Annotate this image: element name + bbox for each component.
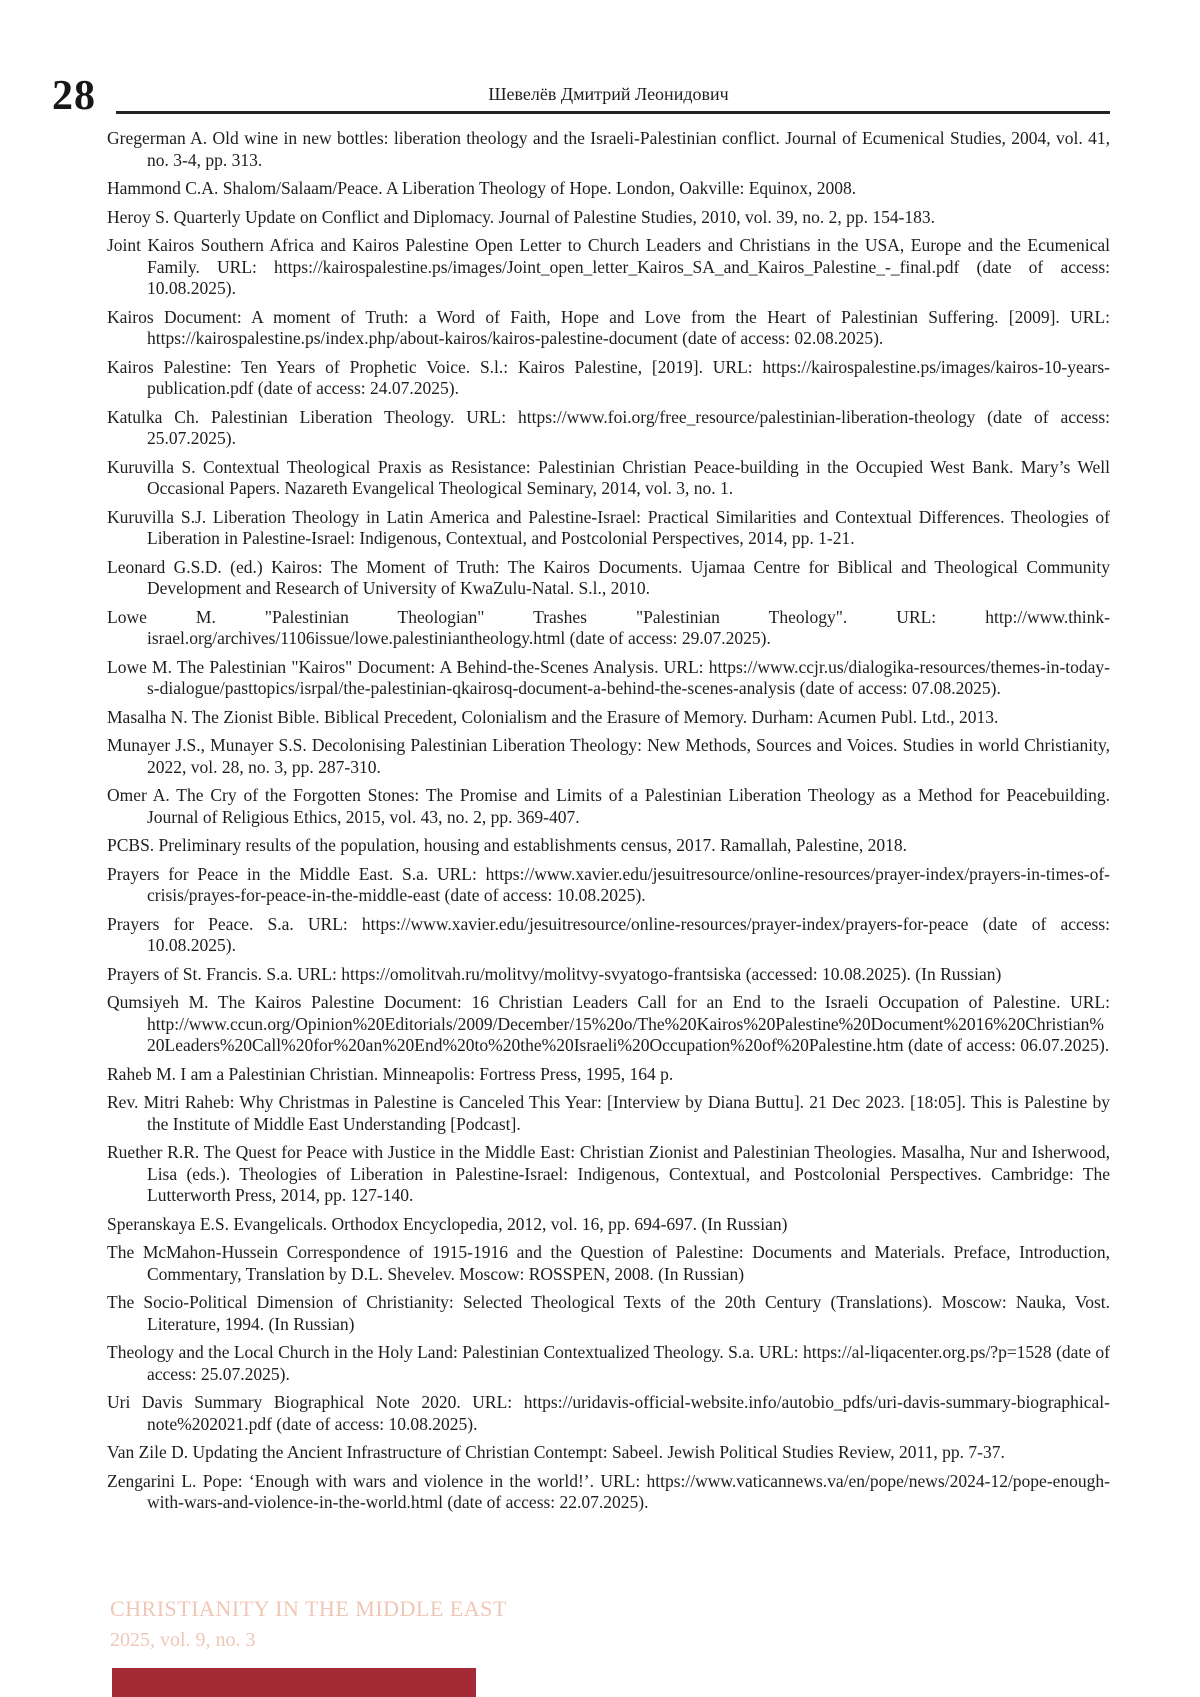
reference-entry: Kuruvilla S.J. Liberation Theology in Latin America and Palestine-Israel: Practical Similarities and Contextual Differences. Theologies of Liberation in Palestine-Israel: Indigenous, Contextual, and Postcolonial Perspectives, 2014, pp. 1-21. bbox=[107, 506, 1110, 548]
reference-entry: Kairos Document: A moment of Truth: a Word of Faith, Hope and Love from the Heart of Palestinian Suffering. [2009]. URL: https://kairospalestine.ps/index.php/about-kairos/kairos-palestine-document (date of access: 02.08.2025). bbox=[107, 306, 1110, 348]
reference-entry: Prayers of St. Francis. S.a. URL: https://omolitvah.ru/molitvy/molitvy-svyatogo-frantsiska (accessed: 10.08.2025). (In Russian) bbox=[107, 963, 1002, 984]
journal-title: CHRISTIANITY IN THE MIDDLE EAST bbox=[110, 1596, 507, 1621]
reference-entry: Lowe M. The Palestinian "Kairos" Document: A Behind-the-Scenes Analysis. URL: https://www.ccjr.us/dialogika-resources/themes-in-today-s-dialogue/pasttopics/isrpal/the-palestinian-qkairosq-document-a-behind-the-scenes-analysis (date of access: 07.08.2025). bbox=[107, 656, 1110, 698]
reference-entry: Hammond C.A. Shalom/Salaam/Peace. A Liberation Theology of Hope. London, Oakville: Equinox, 2008. bbox=[107, 178, 857, 198]
reference-entry: Omer A. The Cry of the Forgotten Stones: The Promise and Limits of a Palestinian Liberation Theology as a Method for Peacebuilding. Journal of Religious Ethics, 2015, vol. 43, no. 2, pp. 369-407. bbox=[107, 785, 1110, 827]
reference-entry: Munayer J.S., Munayer S.S. Decolonising Palestinian Liberation Theology: New Methods, Sources and Voices. Studies in world Christianity, 2022, vol. 28, no. 3, pp. 287-310. bbox=[107, 735, 1110, 777]
reference-entry: Joint Kairos Southern Africa and Kairos Palestine Open Letter to Church Leaders and Christians in the USA, Europe and the Ecumenical Family. URL: https://kairospalestine.ps/images/Joint_open_letter_Kairos_SA_and_Kairos_Palestine_-_final.pdf (date of access: 10.08.2025). bbox=[107, 235, 1110, 298]
reference-entry: Leonard G.S.D. (ed.) Kairos: The Moment of Truth: The Kairos Documents. Ujamaa Centre for Biblical and Theological Community Development and Research of University of KwaZulu-Natal. S.l., 2010. bbox=[107, 556, 1110, 598]
header-rule bbox=[116, 111, 1110, 114]
reference-entry: Theology and the Local Church in the Holy Land: Palestinian Contextualized Theology. S.a. URL: https://al-liqacenter.org.ps/?p=1528 (date of access: 25.07.2025). bbox=[107, 1342, 1110, 1384]
reference-entry: Rev. Mitri Raheb: Why Christmas in Palestine is Canceled This Year: [Interview by Diana Buttu]. 21 Dec 2023. [18:05]. This is Palestine by the Institute of Middle East Understanding [Podcast]. bbox=[107, 1092, 1110, 1134]
reference-entry: Prayers for Peace in the Middle East. S.a. URL: https://www.xavier.edu/jesuitresource/online-resources/prayer-index/prayers-in-times-of-crisis/prayes-for-peace-in-the-middle-east (date of access: 10.08.2025). bbox=[107, 863, 1110, 905]
reference-entry: Heroy S. Quarterly Update on Conflict and Diplomacy. Journal of Palestine Studies, 2010, vol. 39, no. 2, pp. 154-183. bbox=[107, 206, 936, 227]
reference-entry: Uri Davis Summary Biographical Note 2020. URL: https://uridavis-official-website.info/autobio_pdfs/uri-davis-summary-biographical-note%202021.pdf (date of access: 10.08.2025). bbox=[107, 1392, 1110, 1434]
reference-entry: Van Zile D. Updating the Ancient Infrastructure of Christian Contempt: Sabeel. Jewish Political Studies Review, 2011, pp. 7-37. bbox=[107, 1442, 1005, 1462]
running-head-author: Шевелёв Дмитрий Леонидович bbox=[488, 84, 729, 104]
reference-entry: Speranskaya E.S. Evangelicals. Orthodox Encyclopedia, 2012, vol. 16, pp. 694-697. (In Russian) bbox=[107, 1213, 788, 1234]
reference-entry: Raheb M. I am a Palestinian Christian. Minneapolis: Fortress Press, 1995, 164 p. bbox=[107, 1063, 674, 1084]
reference-entry: Kairos Palestine: Ten Years of Prophetic Voice. S.l.: Kairos Palestine, [2019]. URL: https://kairospalestine.ps/images/kairos-10-years-publication.pdf (date of access: 24.07.2025). bbox=[107, 356, 1110, 398]
references-list bbox=[107, 128, 1110, 1521]
reference-entry: The Socio-Political Dimension of Christianity: Selected Theological Texts of the 20th Century (Translations). Moscow: Nauka, Vost. Literature, 1994. (In Russian) bbox=[107, 1292, 1110, 1334]
journal-issue-info: 2025, vol. 9, no. 3 bbox=[110, 1629, 256, 1651]
reference-entry: Kuruvilla S. Contextual Theological Praxis as Resistance: Palestinian Christian Peace-building in the Occupied West Bank. Mary’s Well Occasional Papers. Nazareth Evangelical Theological Seminary, 2014, vol. 3, no. 1. bbox=[107, 456, 1110, 498]
reference-entry: Gregerman A. Old wine in new bottles: liberation theology and the Israeli-Palestinian conflict. Journal of Ecumenical Studies, 2004, vol. 41, no. 3-4, pp. 313. bbox=[107, 128, 1110, 170]
reference-entry: PCBS. Preliminary results of the population, housing and establishments census, 2017. Ramallah, Palestine, 2018. bbox=[107, 835, 908, 855]
reference-entry: Masalha N. The Zionist Bible. Biblical Precedent, Colonialism and the Erasure of Memory. Durham: Acumen Publ. Ltd., 2013. bbox=[107, 706, 999, 727]
reference-entry: Lowe M. "Palestinian Theologian" Trashes "Palestinian Theology". URL: http://www.think-israel.org/archives/1106issue/lowe.palestiniantheology.html (date of access: 29.07.2025). bbox=[107, 606, 1110, 648]
reference-entry: Katulka Ch. Palestinian Liberation Theology. URL: https://www.foi.org/free_resource/palestinian-liberation-theology (date of access: 25.07.2025). bbox=[107, 406, 1110, 448]
footer-accent-bar bbox=[112, 1668, 476, 1697]
page-number: 28 bbox=[52, 73, 96, 119]
reference-entry: Zengarini L. Pope: ‘Enough with wars and violence in the world!’. URL: https://www.vaticannews.va/en/pope/news/2024-12/pope-enough-with-wars-and-violence-in-the-world.html (date of access: 22.07.2025). bbox=[107, 1470, 1110, 1512]
reference-entry: Prayers for Peace. S.a. URL: https://www.xavier.edu/jesuitresource/online-resources/prayer-index/prayers-for-peace (date of access: 10.08.2025). bbox=[107, 913, 1110, 955]
reference-entry: Qumsiyeh M. The Kairos Palestine Document: 16 Christian Leaders Call for an End to the Israeli Occupation of Palestine. URL: http://www.ccun.org/Opinion%20Editorials/2009/December/15%20o/The%20Kairos%20Palestine%20Document%2016%20Christian%20Leaders%20Call%20for%20an%20End%20to%20the%20Israeli%20Occupation%20of%20Palestine.htm (date of access: 06.07.2025). bbox=[107, 992, 1110, 1055]
reference-entry: Ruether R.R. The Quest for Peace with Justice in the Middle East: Christian Zionist and Palestinian Theologies. Masalha, Nur and Isherwood, Lisa (eds.). Theologies of Liberation in Palestine-Israel: Indigenous, Contextual, and Postcolonial Perspectives. Cambridge: The Lutterworth Press, 2014, pp. 127-140. bbox=[107, 1142, 1110, 1205]
reference-entry: The McMahon-Hussein Correspondence of 1915-1916 and the Question of Palestine: Documents and Materials. Preface, Introduction, Commentary, Translation by D.L. Shevelev. Moscow: ROSSPEN, 2008. (In Russian) bbox=[107, 1242, 1110, 1284]
